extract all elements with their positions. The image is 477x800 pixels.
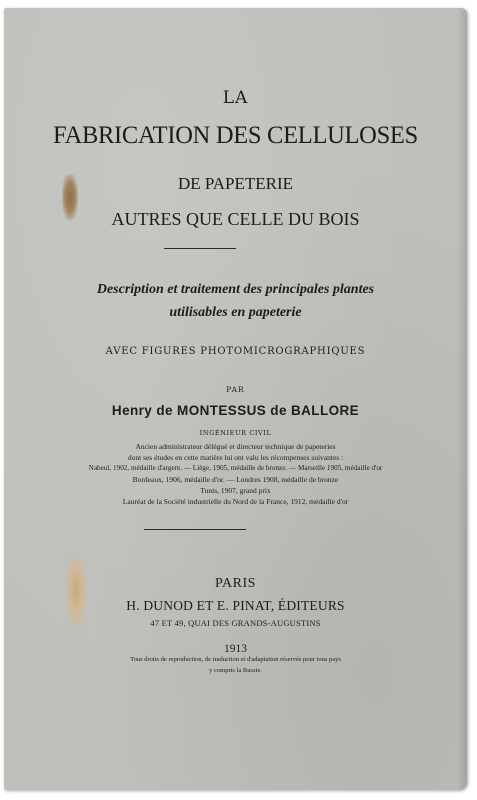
publisher-address: 47 ET 49, QUAI DES GRANDS-AUGUSTINS (150, 618, 321, 628)
credential-line: Lauréat de la Société industrielle du Nord de la France, 1912, médaille d'or (122, 497, 349, 506)
author-title: INGÉNIEUR CIVIL (199, 429, 272, 437)
divider-rule-top (164, 248, 236, 249)
publisher-name: H. DUNOD ET E. PINAT, ÉDITEURS (126, 598, 345, 613)
book-title-page (4, 8, 467, 790)
author-name: Henry de MONTESSUS de BALLORE (111, 403, 360, 418)
publication-year: 1913 (224, 643, 247, 655)
title-line-la: LA (222, 88, 249, 108)
credential-line: Ancien administrateur délégué et directeur technique de papeteries (135, 442, 336, 451)
publisher-city: PARIS (215, 576, 256, 591)
rights-notice-line-1: Tous droits de reproduction, de traduction et d'adaptation réservés pour tous pays (130, 656, 341, 663)
subtitle-line-2: utilisables en papeterie (169, 305, 302, 320)
by-label: PAR (226, 385, 245, 394)
credential-line: dont ses études en cette matière lui ont valu les récompenses suivantes : (127, 453, 344, 462)
subtitle-line-1: Description et traitement des principales plantes (96, 282, 375, 297)
rights-notice-line-2: y compris la Russie. (209, 667, 262, 674)
credential-line: Nabeul, 1902, médaille d'argent. — Liège, 1905, médaille de bronze. — Marseille 1905, médaille d'or (88, 464, 383, 472)
credential-line: Tunis, 1907, grand prix (200, 486, 271, 495)
title-main: FABRICATION DES CELLULOSES (53, 122, 418, 149)
title-line-autres: AUTRES QUE CELLE DU BOIS (111, 209, 360, 229)
divider-rule-bottom (144, 529, 246, 530)
credential-line: Bordeaux, 1906, médaille d'or. — Londres 1908, médaille de bronze (132, 475, 339, 484)
title-line-papeterie: DE PAPETERIE (177, 174, 294, 193)
figures-note: AVEC FIGURES PHOTOMICROGRAPHIQUES (105, 346, 366, 357)
